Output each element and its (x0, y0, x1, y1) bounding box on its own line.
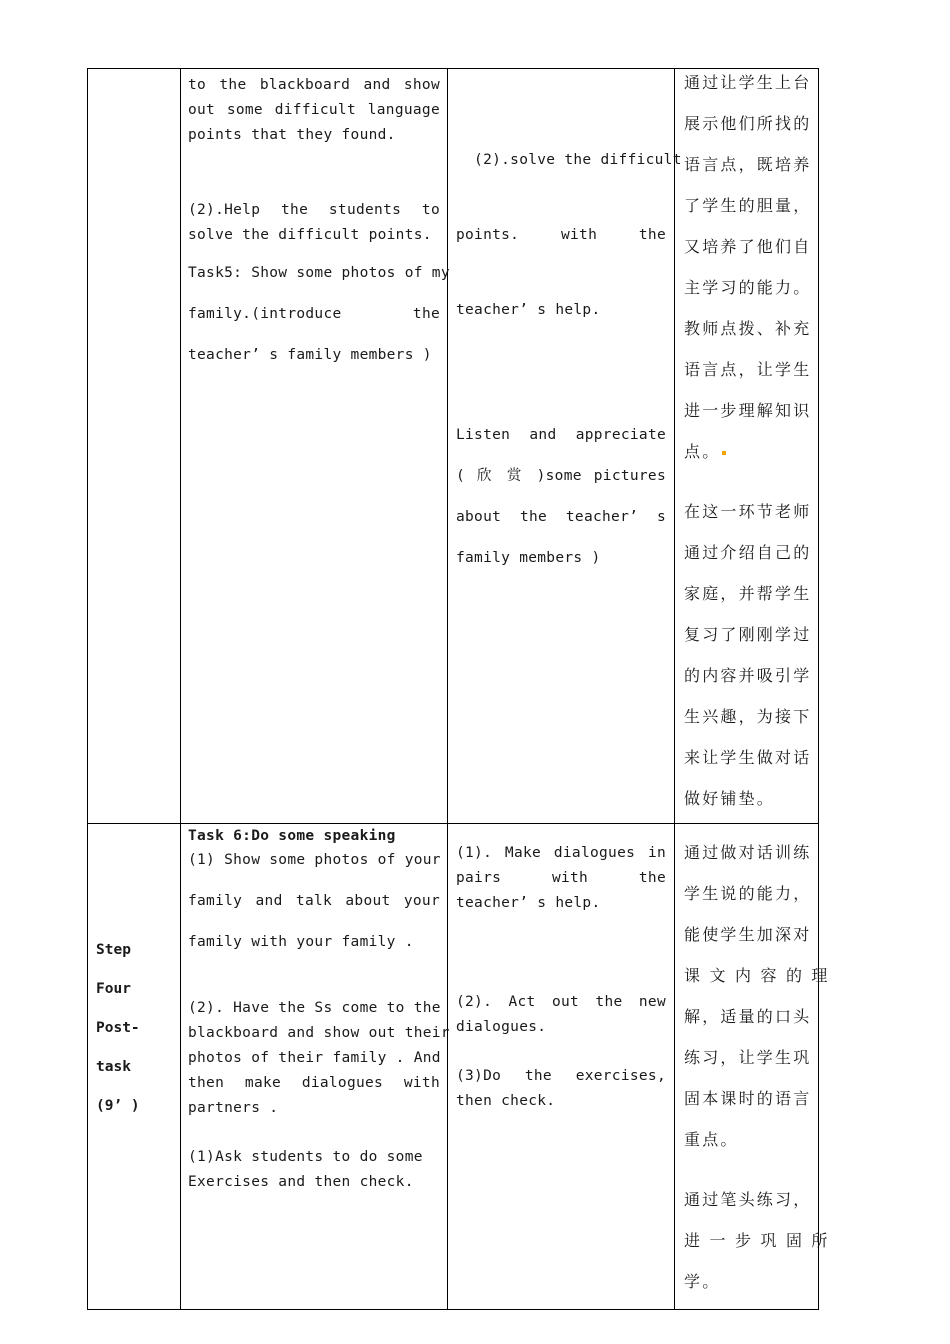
column-divider (180, 69, 181, 1309)
teacher-block-task5 (188, 253, 450, 376)
step-label: Step (96, 942, 131, 958)
text-line: 通过做对话训练 (684, 843, 812, 862)
teacher-block-photos (188, 840, 440, 963)
text-line: 又培养了他们自 (684, 237, 812, 256)
mark-dot-icon (722, 451, 726, 455)
teacher-block-exercises (188, 1145, 440, 1195)
teacher-activity-cell-task6 (188, 824, 450, 1195)
step-four-post-task (96, 931, 176, 1126)
text-line: points that they found. (188, 127, 396, 143)
text-line: 复习了刚刚学过 (684, 625, 812, 644)
text-line: 教师点拨、补充 (684, 319, 812, 338)
text-line: (1) Show some photos of your (188, 852, 441, 868)
step-label: Four (96, 981, 131, 997)
text-line: dialogues. (456, 1019, 547, 1035)
text-line: 语言点，让学生 (684, 360, 812, 379)
text-line: 展示他们所找的 (684, 114, 812, 133)
text-line: 家庭，并帮学生 (684, 584, 812, 603)
teacher-activity-cell (188, 73, 450, 376)
lesson-plan-table (87, 68, 830, 1310)
text-line: 练习，让学生巩 (684, 1048, 812, 1067)
purpose-block-language-points (684, 62, 810, 472)
text-line: blackboard and show out their (188, 1025, 450, 1041)
purpose-cell-task6 (684, 832, 830, 1302)
text-line: 做好铺垫。 (684, 789, 776, 808)
text-line: points. with the (456, 227, 666, 243)
purpose-cell (684, 62, 810, 819)
teacher-block-language-points (188, 73, 440, 148)
text-line: 进一步理解知识 (684, 401, 812, 420)
text-line: 了学生的胆量， (684, 196, 812, 215)
step-cell-empty (88, 69, 180, 823)
text-line: 能使学生加深对 (684, 925, 812, 944)
text-line: 生兴趣，为接下 (684, 707, 812, 726)
text-line: Exercises and then check. (188, 1174, 414, 1190)
text-line: Listen and appreciate (456, 427, 666, 443)
teacher-block-help-students (188, 198, 440, 248)
student-block-solve-points (456, 98, 682, 373)
student-block-act-out (456, 990, 666, 1040)
text-line: (3)Do the exercises, (456, 1068, 666, 1084)
text-line: (1). Make dialogues in (456, 845, 666, 861)
text-line: family.(introduce the (188, 306, 440, 322)
text-line: about the teacher’ s (456, 509, 666, 525)
step-time: (9’ ) (96, 1098, 140, 1114)
text-line: family with your family . (188, 934, 414, 950)
text-line: teacher’ s help. (456, 895, 601, 911)
text-line: 来让学生做对话 (684, 748, 812, 767)
text-line: 通过让学生上台 (684, 73, 812, 92)
text-line: 主学习的能力。 (684, 278, 812, 297)
text-line: teacher’ s help. (456, 302, 601, 318)
text-line: (2).Help the students to (188, 202, 440, 218)
text-line: pairs with the (456, 870, 666, 886)
text-line: out some difficult language (188, 102, 440, 118)
text-line: 学。 (684, 1272, 721, 1291)
text-line: ( 欣 赏 )some pictures (456, 468, 666, 484)
text-line: (2). Act out the new (456, 994, 666, 1010)
text-line: 语言点，既培养 (684, 155, 812, 174)
text-line: 进 一 步 巩 固 所 (684, 1231, 830, 1250)
student-activity-cell-task6 (456, 841, 666, 1114)
text-line: 解，适量的口头 (684, 1007, 812, 1026)
text-line: 课 文 内 容 的 理 (684, 966, 830, 985)
text-line: then make dialogues with (188, 1075, 440, 1091)
student-block-exercises (456, 1064, 666, 1114)
column-divider (447, 69, 448, 1309)
text-line: 学生说的能力， (684, 884, 812, 903)
text-line: family members ) (456, 550, 601, 566)
teacher-block-come-to-board (188, 996, 450, 1121)
purpose-block-written-practice (684, 1179, 830, 1302)
purpose-block-dialogue-training (684, 832, 830, 1160)
text-line: 在这一环节老师 (684, 502, 812, 521)
text-line: photos of their family . And (188, 1050, 441, 1066)
student-block-listen (456, 415, 666, 579)
purpose-block-introduce-family (684, 491, 810, 819)
text-line: (1)Ask students to do some (188, 1149, 423, 1165)
text-line (684, 431, 810, 472)
text-line: family and talk about your (188, 893, 440, 909)
text-line-content: 点。 (684, 442, 721, 461)
text-line: 的内容并吸引学 (684, 666, 812, 685)
student-block-make-dialogues (456, 841, 666, 916)
text-line: to the blackboard and show (188, 77, 440, 93)
text-line: 通过笔头练习， (684, 1190, 812, 1209)
text-line: then check. (456, 1093, 556, 1109)
text-line: 通过介绍自己的 (684, 543, 812, 562)
step-label: task (96, 1059, 131, 1075)
student-activity-cell (456, 98, 682, 579)
text-line: solve the difficult points. (188, 227, 432, 243)
text-line: (2). Have the Ss come to the (188, 1000, 441, 1016)
text-line: (2).solve the difficult (456, 152, 682, 168)
text-line: 固本课时的语言 (684, 1089, 812, 1108)
column-divider (674, 69, 675, 1309)
text-line: teacher’ s family members ) (188, 347, 432, 363)
text-line: 重点。 (684, 1130, 739, 1149)
text-line: partners . (188, 1100, 279, 1116)
step-label: Post- (96, 1020, 140, 1036)
text-line: Task5: Show some photos of my (188, 265, 450, 281)
task-title: Task 6:Do some speaking (188, 828, 396, 844)
